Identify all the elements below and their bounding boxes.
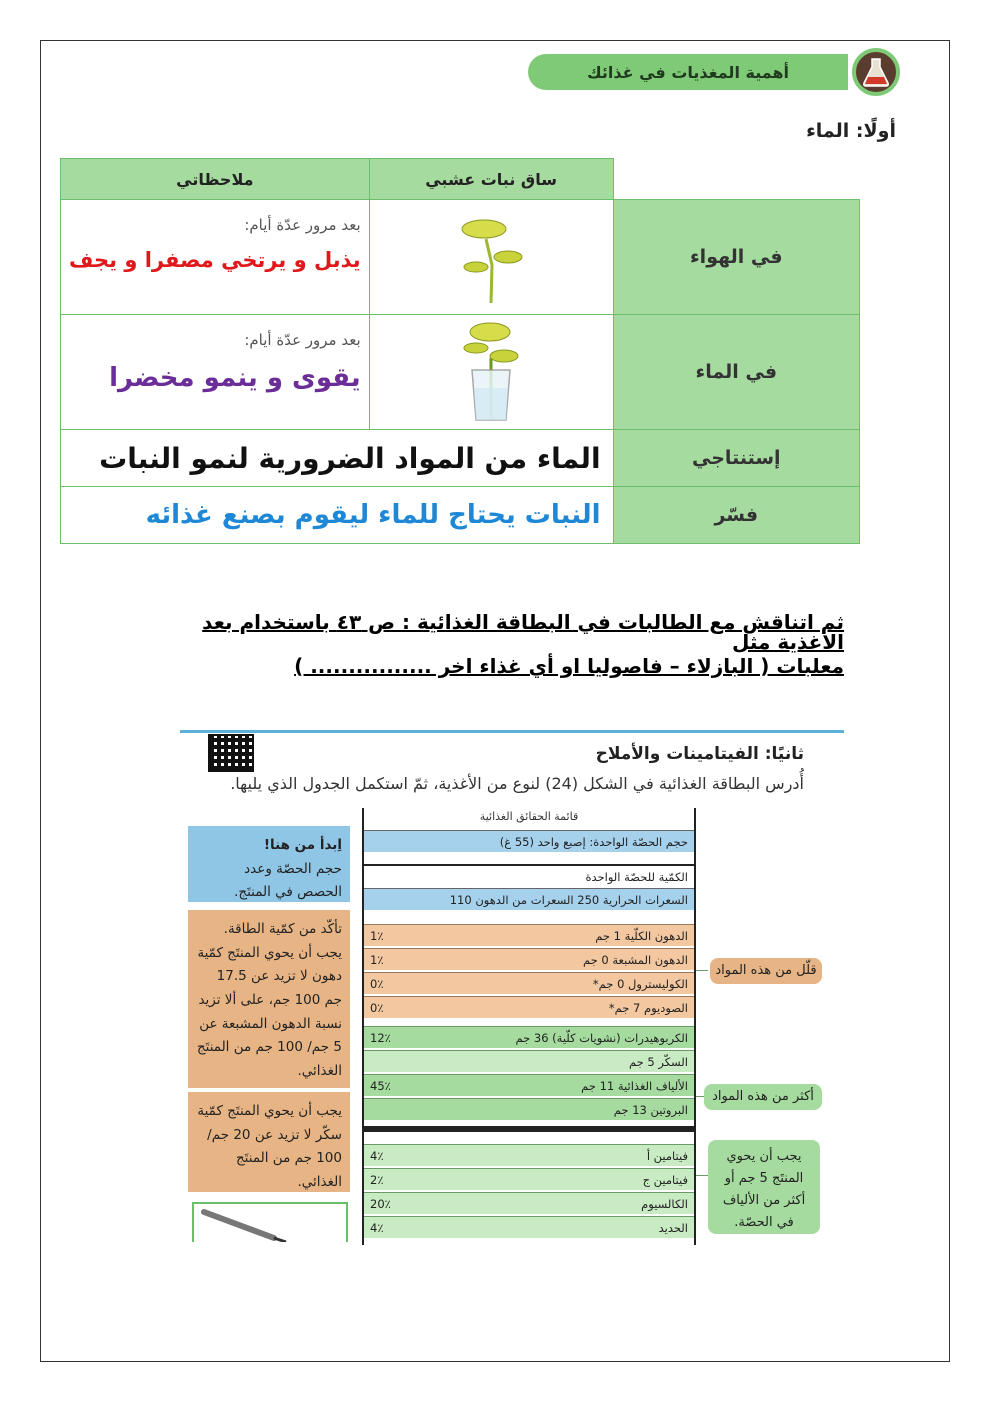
serving-size: حجم الحصّة الواحدة: إصبع واحد (55 غ) [499,835,688,849]
conclusion-text: الماء من المواد الضرورية لنمو النبات [99,441,601,475]
table-row [364,1192,694,1214]
nutrient-label: فيتامين أ [646,1149,688,1163]
lesson-title-bar [520,48,900,96]
table-row [364,1168,694,1190]
table-row [364,972,694,994]
start-here-title: اِبدأ من هنا! [263,837,342,853]
tag-increase: أكثر من هذه المواد [704,1084,822,1110]
row-label-conclusion: إستنتاجي [613,430,859,487]
nutrient-percent: 0٪ [370,1001,384,1015]
row-label-water: في الماء [613,315,859,430]
table-row [364,1144,694,1166]
nutrient-percent: 1٪ [370,929,384,943]
nutrient-label: فيتامين ج [642,1173,688,1187]
note-cell-water [61,315,370,430]
table-row [364,996,694,1018]
facts-title: قائمة الحقائق الغذائية [479,810,579,823]
plant-water-image [369,315,613,430]
calories: السعرات الحرارية 250 السعرات من الدهون 110 [449,893,688,907]
start-here-box [188,826,350,902]
table-row [61,315,860,430]
observation-table [60,158,860,544]
conclusion-cell [61,430,614,487]
note-answer-air: يذبل و يرتخي مصفرا و يجف [69,248,361,272]
flask-icon [852,48,900,96]
calories-row [364,888,694,910]
nutrient-percent: 4٪ [370,1221,384,1235]
table-row [364,1216,694,1238]
table-corner [613,159,859,200]
table-row [61,200,860,315]
note-prompt: بعد مرور عدّة أيام: [244,216,361,234]
row-label-air: في الهواء [613,200,859,315]
note-answer-water: يقوى و ينمو مخضرا [109,363,361,393]
nutrient-label: الكربوهيدرات (نشويات كلّية) 36 جم [515,1031,688,1045]
vitamins-heading: ثانيًا: الفيتامينات والأملاح [595,744,804,764]
table-row [61,487,860,544]
nutrient-label: الكالسيوم [641,1197,688,1211]
serving-size-row [364,830,694,852]
section-heading-water: أولًا: الماء [806,120,896,142]
explanation-cell [61,487,614,544]
instruction-line-1: ثم اتناقش مع الطالبات في البطاقة الغذائية : ص ٤٣ باستخدام بعد الاغذية مثل [202,610,844,654]
per-serving: الكمّية للحصّة الواحدة [585,870,688,884]
qr-code-icon [208,734,254,772]
nutrient-percent: 2٪ [370,1173,384,1187]
nutrient-percent: 12٪ [370,1031,391,1045]
instruction-line-2: معلبات ( البازلاء – فاصوليا او أي غذاء اخر ................ ) [294,654,844,678]
sugar-box: يجب أن يحوي المنتَج كمّية سكّر لا تزيد عن 20 جم/ 100 جم من المنتَج الغذائي. [188,1092,350,1192]
nutrient-label: الألياف الغذائية 11 جم [581,1079,688,1093]
header-notes: ملاحظاتي [61,159,370,200]
nutrient-percent: 0٪ [370,977,384,991]
plant-air-image [369,200,613,315]
nutrient-label: الصوديوم 7 جم* [608,1001,688,1015]
pencil-image [192,1202,348,1242]
tag-reduce: قلّل من هذه المواد [710,958,822,984]
vitamins-subheading: أُدرس البطاقة الغذائية في الشكل (24) لنوع من الأغذية، ثمّ استكمل الجدول الذي يليها. [230,774,804,793]
nutrient-label: الحديد [658,1221,688,1235]
table-row [364,1098,694,1120]
table-row [364,924,694,946]
nutrient-percent: 20٪ [370,1197,391,1211]
energy-box: تأكّد من كمّية الطاقة. يجب أن يحوي المنتَج كمّية دهون لا تزيد عن 17.5 جم 100 جم، على ألا تزيد نسبة الدهون المشبعة عن 5 جم/ 100 جم من المنتَج الغذائي. [188,910,350,1088]
nutrient-label: السكّر 5 جم [628,1055,688,1069]
connector-line [696,1096,704,1097]
note-prompt: بعد مرور عدّة أيام: [244,331,361,349]
nutrient-label: الدهون المشبعة 0 جم [582,953,688,967]
header-stem: ساق نبات عشبي [369,159,613,200]
table-row [364,1074,694,1096]
nutrient-label: الكوليسترول 0 جم* [592,977,688,991]
table-row [364,948,694,970]
nutrient-percent: 1٪ [370,953,384,967]
table-row [61,430,860,487]
nutrient-label: الدهون الكلّية 1 جم [595,929,688,943]
per-serving-row [364,864,694,886]
lesson-title: أهمية المغذيات في غذائك [528,54,848,90]
nutrition-figure [180,730,844,1245]
section-divider [364,1126,694,1132]
top-divider [180,730,844,733]
connector-line [696,970,708,971]
nutrient-label: البروتين 13 جم [613,1103,688,1117]
start-here-text: حجم الحصّة وعدد الحصص في المنتَج. [234,860,342,901]
nutrient-percent: 4٪ [370,1149,384,1163]
connector-line [696,1175,708,1176]
explanation-text: النبات يحتاج للماء ليقوم بصنع غذائه [145,500,601,530]
tag-fiber: يجب أن يحوي المنتَج 5 جم أو أكثر من الألياف في الحصّة. [708,1140,820,1234]
table-row [364,1050,694,1072]
table-row [364,1026,694,1048]
water-section [60,48,900,554]
row-label-explain: فسّر [613,487,859,544]
note-cell-air [61,200,370,315]
nutrient-percent: 45٪ [370,1079,391,1093]
nutrition-facts-panel [362,808,696,1245]
